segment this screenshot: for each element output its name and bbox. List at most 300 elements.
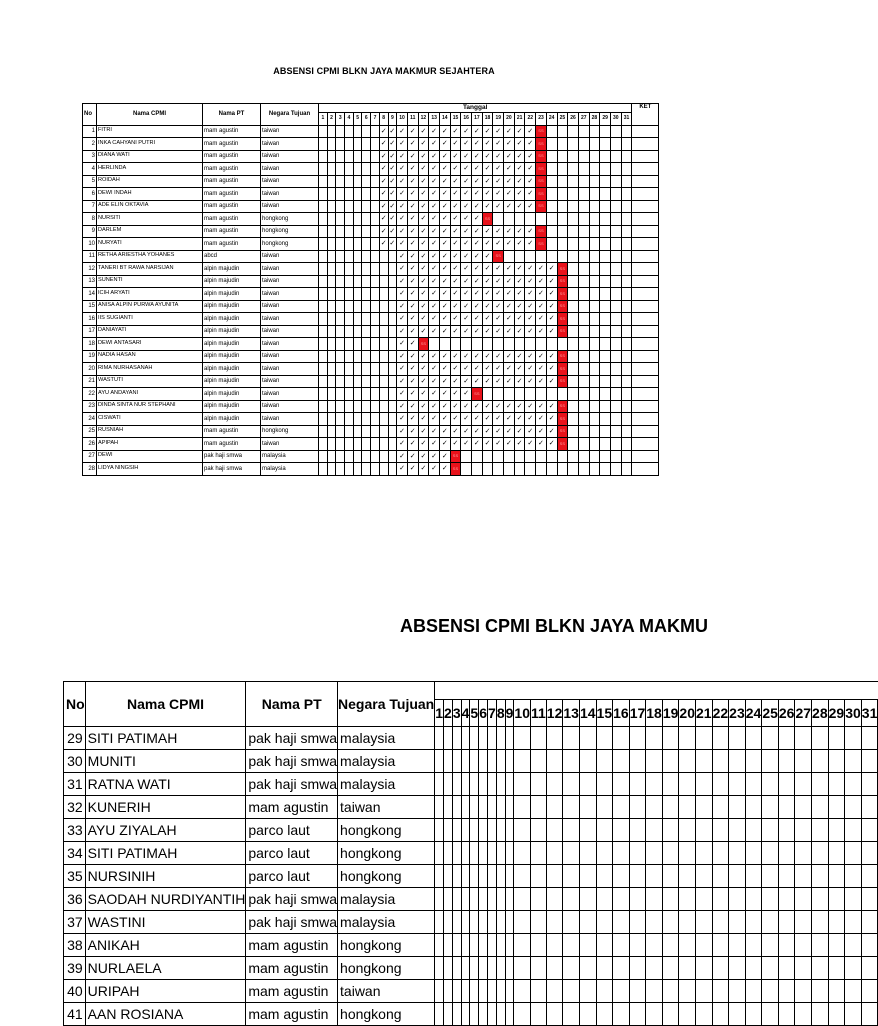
row-number: 8 xyxy=(83,213,97,226)
attendance-empty xyxy=(379,375,388,388)
ket-cell xyxy=(632,463,659,476)
attendance-check: ✓ xyxy=(450,175,461,188)
header-nama-cpmi: Nama CPMI xyxy=(97,104,203,126)
attendance-empty xyxy=(563,842,580,865)
pt-name: mam agustin xyxy=(203,175,261,188)
attendance-empty xyxy=(646,888,663,911)
attendance-empty xyxy=(610,213,621,226)
attendance-check: ✓ xyxy=(504,275,515,288)
attendance-empty xyxy=(319,325,328,338)
attendance-empty xyxy=(589,150,600,163)
attendance-empty xyxy=(514,819,531,842)
attendance-empty xyxy=(327,200,336,213)
attendance-empty xyxy=(600,350,611,363)
attendance-check: ✓ xyxy=(418,163,429,176)
attendance-check: ✓ xyxy=(461,163,472,176)
attendance-check: ✓ xyxy=(493,163,504,176)
attendance-check: ✓ xyxy=(461,225,472,238)
attendance-empty xyxy=(546,842,563,865)
attendance-empty xyxy=(568,338,579,351)
header-tanggal-area xyxy=(435,682,878,700)
attendance-empty xyxy=(762,750,779,773)
attendance-empty xyxy=(371,350,380,363)
attendance-check: ✓ xyxy=(450,413,461,426)
attendance-check: ✓ xyxy=(418,188,429,201)
attendance-check: ✓ xyxy=(461,363,472,376)
attendance-check: ✓ xyxy=(461,200,472,213)
header-negara-tujuan: Negara Tujuan xyxy=(338,682,435,727)
attendance-empty xyxy=(371,213,380,226)
row-number: 15 xyxy=(83,300,97,313)
attendance-empty xyxy=(845,842,862,865)
attendance-empty xyxy=(828,957,845,980)
attendance-empty xyxy=(578,175,589,188)
attendance-empty xyxy=(362,138,371,151)
attendance-empty xyxy=(812,727,829,750)
attendance-empty xyxy=(536,338,547,351)
attendance-empty xyxy=(482,463,493,476)
cpmi-name: AYU ANDAYANI xyxy=(97,388,203,401)
attendance-empty xyxy=(568,213,579,226)
attendance-check: ✓ xyxy=(482,313,493,326)
attendance-check: ✓ xyxy=(525,175,536,188)
attendance-empty xyxy=(493,388,504,401)
attendance-empty xyxy=(610,163,621,176)
cpmi-name: NURSITI xyxy=(97,213,203,226)
attendance-empty xyxy=(371,138,380,151)
attendance-empty xyxy=(461,957,470,980)
attendance-check: ✓ xyxy=(418,138,429,151)
attendance-check: ✓ xyxy=(450,138,461,151)
attendance-check: ✓ xyxy=(493,275,504,288)
attendance-check: ✓ xyxy=(450,200,461,213)
attendance-empty xyxy=(589,175,600,188)
attendance-empty xyxy=(388,375,397,388)
attendance-empty xyxy=(745,911,762,934)
attendance-empty xyxy=(613,911,630,934)
attendance-empty xyxy=(610,300,621,313)
row-number: 2 xyxy=(83,138,97,151)
attendance-empty xyxy=(435,819,444,842)
row-number: 41 xyxy=(64,1003,86,1026)
attendance-empty xyxy=(336,250,345,263)
attendance-empty xyxy=(712,980,729,1003)
ket-cell xyxy=(632,438,659,451)
attendance-empty xyxy=(371,238,380,251)
attendance-empty xyxy=(319,225,328,238)
attendance-check: ✓ xyxy=(525,238,536,251)
day-header: 9 xyxy=(505,699,514,726)
attendance-check: ✓ xyxy=(482,438,493,451)
attendance-empty xyxy=(812,750,829,773)
attendance-empty xyxy=(795,934,812,957)
attendance-check: ✓ xyxy=(388,150,397,163)
attendance-empty xyxy=(610,275,621,288)
attendance-check: ✓ xyxy=(472,438,483,451)
attendance-empty xyxy=(589,300,600,313)
attendance-empty xyxy=(568,275,579,288)
attendance-check: ✓ xyxy=(407,450,418,463)
row-number: 37 xyxy=(64,911,86,934)
attendance-check: ✓ xyxy=(472,313,483,326)
attendance-check: ✓ xyxy=(439,413,450,426)
attendance-check: ✓ xyxy=(482,400,493,413)
header-no: No xyxy=(64,682,86,727)
attendance-empty xyxy=(444,819,453,842)
attendance-empty xyxy=(589,450,600,463)
attendance-check: ✓ xyxy=(536,288,547,301)
attendance-empty xyxy=(505,865,514,888)
attendance-empty xyxy=(578,150,589,163)
destination-country: taiwan xyxy=(261,138,319,151)
attendance-empty xyxy=(452,957,461,980)
attendance-check: ✓ xyxy=(397,375,408,388)
attendance-check: ✓ xyxy=(472,213,483,226)
attendance-empty xyxy=(646,819,663,842)
attendance-empty xyxy=(336,425,345,438)
attendance-check: ✓ xyxy=(461,325,472,338)
attendance-check: ✓ xyxy=(536,438,547,451)
attendance-empty xyxy=(613,888,630,911)
attendance-check: ✓ xyxy=(429,213,440,226)
attendance-empty xyxy=(336,338,345,351)
attendance-empty xyxy=(514,796,531,819)
attendance-empty xyxy=(621,450,632,463)
attendance-empty xyxy=(845,934,862,957)
attendance-empty xyxy=(444,842,453,865)
attendance-empty xyxy=(621,150,632,163)
attendance-empty xyxy=(563,796,580,819)
attendance-empty xyxy=(568,238,579,251)
attendance-empty xyxy=(600,463,611,476)
attendance-check: ✓ xyxy=(493,350,504,363)
attendance-check: ✓ xyxy=(439,450,450,463)
attendance-empty xyxy=(600,313,611,326)
pt-name: alpin majudin xyxy=(203,388,261,401)
attendance-empty xyxy=(600,300,611,313)
attendance-check: ✓ xyxy=(461,250,472,263)
attendance-check: ✓ xyxy=(493,325,504,338)
pt-name: mam agustin xyxy=(203,238,261,251)
attendance-check: ✓ xyxy=(429,138,440,151)
attendance-empty xyxy=(621,363,632,376)
attendance-empty xyxy=(319,400,328,413)
attendance-empty xyxy=(353,125,362,138)
attendance-empty xyxy=(778,911,795,934)
ket-cell xyxy=(632,350,659,363)
attendance-absent-mark: SS xyxy=(536,138,547,151)
attendance-empty xyxy=(470,1003,479,1026)
day-header: 5 xyxy=(353,113,362,126)
attendance-check: ✓ xyxy=(429,363,440,376)
day-header: 28 xyxy=(589,113,600,126)
attendance-check: ✓ xyxy=(514,375,525,388)
attendance-empty xyxy=(514,338,525,351)
attendance-check: ✓ xyxy=(514,125,525,138)
cpmi-name: NURYATI xyxy=(97,238,203,251)
attendance-empty xyxy=(629,888,646,911)
attendance-check: ✓ xyxy=(439,150,450,163)
attendance-empty xyxy=(336,213,345,226)
attendance-empty xyxy=(546,773,563,796)
attendance-empty xyxy=(435,865,444,888)
row-number: 33 xyxy=(64,819,86,842)
attendance-empty xyxy=(353,438,362,451)
attendance-check: ✓ xyxy=(418,125,429,138)
attendance-empty xyxy=(488,796,497,819)
attendance-empty xyxy=(345,188,354,201)
pt-name: mam agustin xyxy=(203,425,261,438)
day-header: 26 xyxy=(568,113,579,126)
attendance-absent-mark: SS xyxy=(557,438,568,451)
attendance-empty xyxy=(861,865,878,888)
attendance-check: ✓ xyxy=(536,363,547,376)
attendance-empty xyxy=(371,425,380,438)
destination-country: malaysia xyxy=(261,463,319,476)
attendance-empty xyxy=(563,865,580,888)
attendance-check: ✓ xyxy=(429,463,440,476)
attendance-empty xyxy=(353,275,362,288)
attendance-empty xyxy=(621,300,632,313)
attendance-empty xyxy=(646,911,663,934)
attendance-empty xyxy=(496,911,505,934)
attendance-empty xyxy=(470,773,479,796)
day-header: 6 xyxy=(362,113,371,126)
attendance-check: ✓ xyxy=(407,275,418,288)
attendance-empty xyxy=(379,400,388,413)
attendance-check: ✓ xyxy=(407,163,418,176)
attendance-empty xyxy=(589,238,600,251)
attendance-empty xyxy=(762,957,779,980)
attendance-check: ✓ xyxy=(418,150,429,163)
attendance-empty xyxy=(579,750,596,773)
attendance-empty xyxy=(472,338,483,351)
attendance-empty xyxy=(589,263,600,276)
attendance-empty xyxy=(762,934,779,957)
pt-name: mam agustin xyxy=(246,957,338,980)
attendance-check: ✓ xyxy=(493,125,504,138)
attendance-empty xyxy=(504,450,515,463)
attendance-empty xyxy=(371,375,380,388)
attendance-empty xyxy=(444,796,453,819)
attendance-empty xyxy=(345,200,354,213)
day-header: 12 xyxy=(418,113,429,126)
attendance-check: ✓ xyxy=(418,438,429,451)
attendance-empty xyxy=(568,400,579,413)
row-number: 34 xyxy=(64,842,86,865)
attendance-absent-mark: SS xyxy=(557,413,568,426)
attendance-empty xyxy=(493,450,504,463)
day-header: 19 xyxy=(662,699,679,726)
attendance-empty xyxy=(345,275,354,288)
attendance-check: ✓ xyxy=(493,225,504,238)
attendance-empty xyxy=(596,865,613,888)
attendance-check: ✓ xyxy=(536,375,547,388)
attendance-empty xyxy=(345,388,354,401)
attendance-empty xyxy=(557,238,568,251)
attendance-empty xyxy=(589,350,600,363)
attendance-check: ✓ xyxy=(439,313,450,326)
attendance-empty xyxy=(613,773,630,796)
ket-cell xyxy=(632,275,659,288)
attendance-empty xyxy=(452,842,461,865)
attendance-empty xyxy=(646,773,663,796)
attendance-empty xyxy=(362,425,371,438)
attendance-check: ✓ xyxy=(429,238,440,251)
attendance-check: ✓ xyxy=(461,350,472,363)
attendance-check: ✓ xyxy=(514,400,525,413)
attendance-check: ✓ xyxy=(397,163,408,176)
attendance-empty xyxy=(557,225,568,238)
attendance-empty xyxy=(662,911,679,934)
attendance-check: ✓ xyxy=(379,163,388,176)
destination-country: taiwan xyxy=(261,125,319,138)
attendance-empty xyxy=(505,796,514,819)
attendance-empty xyxy=(479,727,488,750)
table-row xyxy=(64,865,878,888)
attendance-check: ✓ xyxy=(482,163,493,176)
row-number: 26 xyxy=(83,438,97,451)
pt-name: mam agustin xyxy=(203,138,261,151)
attendance-empty xyxy=(470,888,479,911)
attendance-check: ✓ xyxy=(546,263,557,276)
cpmi-name: AYU ZIYALAH xyxy=(85,819,246,842)
attendance-empty xyxy=(610,225,621,238)
attendance-empty xyxy=(345,250,354,263)
attendance-empty xyxy=(557,175,568,188)
attendance-empty xyxy=(828,911,845,934)
attendance-check: ✓ xyxy=(418,363,429,376)
attendance-empty xyxy=(629,980,646,1003)
pt-name: mam agustin xyxy=(203,225,261,238)
cpmi-name: RETHA ARIESTHA YOHANES xyxy=(97,250,203,263)
attendance-check: ✓ xyxy=(397,325,408,338)
attendance-check: ✓ xyxy=(450,325,461,338)
attendance-empty xyxy=(345,313,354,326)
attendance-check: ✓ xyxy=(482,300,493,313)
cpmi-name: DIANA WATI xyxy=(97,150,203,163)
attendance-check: ✓ xyxy=(504,425,515,438)
attendance-empty xyxy=(496,1003,505,1026)
attendance-empty xyxy=(504,338,515,351)
attendance-check: ✓ xyxy=(429,313,440,326)
attendance-check: ✓ xyxy=(418,375,429,388)
attendance-empty xyxy=(662,842,679,865)
attendance-empty xyxy=(600,175,611,188)
attendance-empty xyxy=(589,138,600,151)
attendance-check: ✓ xyxy=(379,213,388,226)
attendance-empty xyxy=(379,425,388,438)
attendance-empty xyxy=(536,450,547,463)
attendance-check: ✓ xyxy=(439,325,450,338)
attendance-empty xyxy=(488,750,497,773)
attendance-empty xyxy=(621,275,632,288)
attendance-check: ✓ xyxy=(514,175,525,188)
attendance-empty xyxy=(557,388,568,401)
attendance-absent-mark: SS xyxy=(482,213,493,226)
attendance-check: ✓ xyxy=(514,313,525,326)
attendance-empty xyxy=(729,934,746,957)
attendance-empty xyxy=(778,727,795,750)
attendance-empty xyxy=(488,980,497,1003)
attendance-check: ✓ xyxy=(472,188,483,201)
attendance-empty xyxy=(762,1003,779,1026)
attendance-empty xyxy=(444,957,453,980)
attendance-empty xyxy=(336,325,345,338)
ket-cell xyxy=(632,263,659,276)
attendance-check: ✓ xyxy=(514,163,525,176)
attendance-empty xyxy=(778,865,795,888)
attendance-empty xyxy=(778,842,795,865)
attendance-check: ✓ xyxy=(504,363,515,376)
attendance-empty xyxy=(557,250,568,263)
attendance-empty xyxy=(629,934,646,957)
attendance-check: ✓ xyxy=(418,413,429,426)
attendance-empty xyxy=(530,934,546,957)
attendance-empty xyxy=(336,288,345,301)
attendance-check: ✓ xyxy=(482,350,493,363)
attendance-check: ✓ xyxy=(504,300,515,313)
attendance-check: ✓ xyxy=(450,125,461,138)
attendance-empty xyxy=(795,773,812,796)
row-number: 12 xyxy=(83,263,97,276)
attendance-check: ✓ xyxy=(482,250,493,263)
attendance-empty xyxy=(762,819,779,842)
attendance-check: ✓ xyxy=(514,263,525,276)
attendance-empty xyxy=(812,957,829,980)
day-header: 31 xyxy=(861,699,878,726)
attendance-empty xyxy=(828,888,845,911)
attendance-empty xyxy=(452,796,461,819)
attendance-check: ✓ xyxy=(439,238,450,251)
ket-cell xyxy=(632,288,659,301)
attendance-empty xyxy=(621,175,632,188)
attendance-empty xyxy=(327,350,336,363)
attendance-check: ✓ xyxy=(493,175,504,188)
row-number: 13 xyxy=(83,275,97,288)
attendance-check: ✓ xyxy=(461,263,472,276)
attendance-empty xyxy=(435,796,444,819)
day-header: 21 xyxy=(514,113,525,126)
pt-name: mam agustin xyxy=(246,796,338,819)
day-header: 10 xyxy=(397,113,408,126)
attendance-check: ✓ xyxy=(514,188,525,201)
attendance-empty xyxy=(621,250,632,263)
attendance-empty xyxy=(579,957,596,980)
attendance-check: ✓ xyxy=(472,125,483,138)
attendance-empty xyxy=(371,188,380,201)
cpmi-name: LIDYA NINGSIH xyxy=(97,463,203,476)
attendance-empty xyxy=(546,911,563,934)
attendance-empty xyxy=(514,1003,531,1026)
attendance-empty xyxy=(362,388,371,401)
attendance-check: ✓ xyxy=(407,213,418,226)
attendance-check: ✓ xyxy=(525,350,536,363)
attendance-check: ✓ xyxy=(525,275,536,288)
attendance-absent-mark: SS xyxy=(557,400,568,413)
attendance-empty xyxy=(470,934,479,957)
attendance-empty xyxy=(600,150,611,163)
attendance-empty xyxy=(482,388,493,401)
attendance-empty xyxy=(379,450,388,463)
attendance-empty xyxy=(568,163,579,176)
attendance-empty xyxy=(621,388,632,401)
attendance-empty xyxy=(362,150,371,163)
attendance-check: ✓ xyxy=(504,150,515,163)
attendance-empty xyxy=(578,213,589,226)
attendance-check: ✓ xyxy=(493,150,504,163)
attendance-empty xyxy=(327,125,336,138)
